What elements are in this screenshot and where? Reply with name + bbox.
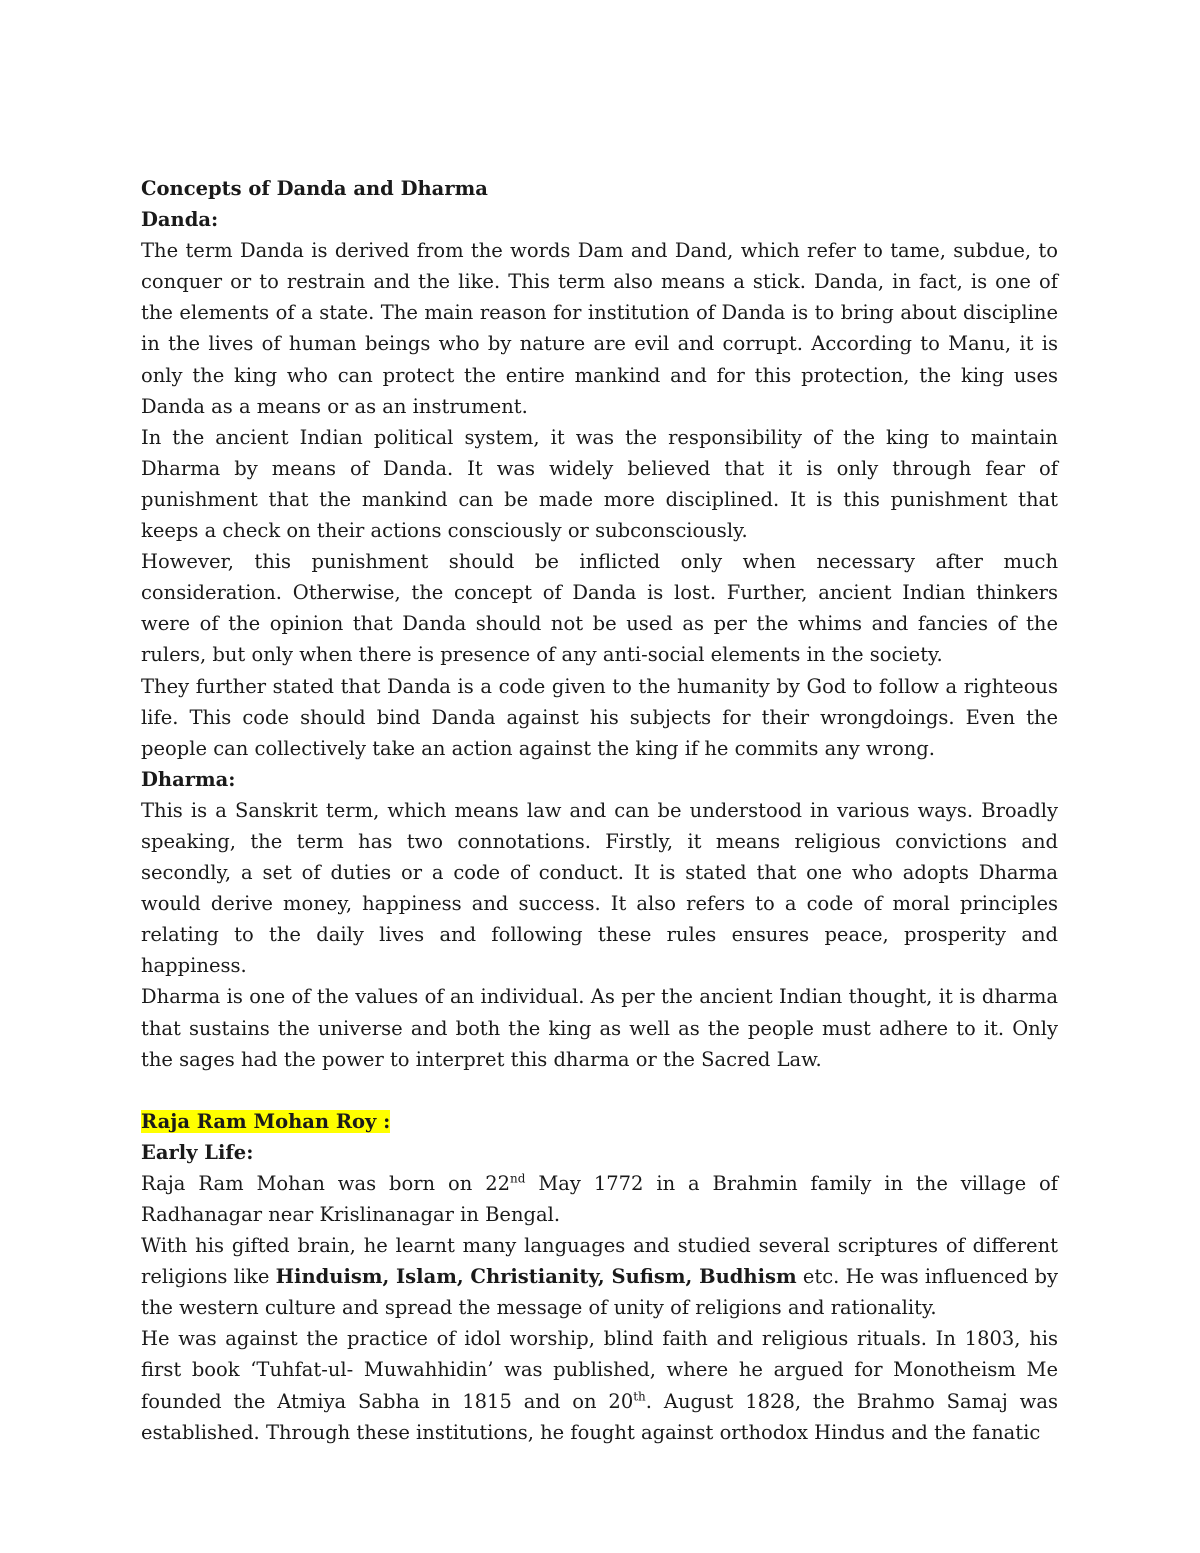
roy-paragraph-2 [141,1230,1058,1323]
danda-paragraph-1: The term Danda is derived from the words Dam and Dand, which refer to tame, subdue, to conquer or to restrain and the like. This term also means a stick. Danda, in fact, is one of the elements of a state. The main reason for institution of Danda is to bring about discipline in the lives of human beings who by nature are evil and corrupt. According to Manu, it is only the king who can protect the entire mankind and for this protection, the king uses Danda as a means or as an instrument. [141,239,1058,418]
roy-heading: Raja Ram Mohan Roy : [141,1109,391,1133]
dharma-paragraph-1: This is a Sanskrit term, which means law and can be understood in various ways. Broadly speaking, the term has two connotations. Firstly, it means religious convictions and secondly, a set of duties or a code of conduct. It is stated that one who adopts Dharma would derive money, happiness and success. It also refers to a code of moral principles relating to the daily lives and following these rules ensures peace, prosperity and happiness. [141,798,1058,978]
roy-p1-text-a: Raja Ram Mohan was born on 22 [141,1171,511,1195]
document-page [141,173,1058,1448]
roy-paragraph-3 [141,1323,1058,1447]
dharma-paragraph-2: Dharma is one of the values of an individual. As per the ancient Indian thought, it is dharma that sustains the universe and both the king as well as the people must adhere to it. Only the sages had the power to interpret this dharma or the Sacred Law. [141,985,1058,1071]
roy-heading-line [141,1106,1058,1137]
danda-paragraph-2: In the ancient Indian political system, it was the responsibility of the king to maintain Dharma by means of Danda. It was widely believed that it is only through fear of punishment that the mankind can be made more disciplined. It is this punishment that keeps a check on their actions consciously or subconsciously. [141,425,1058,543]
roy-p3-superscript: th [633,1389,646,1404]
early-life-heading: Early Life: [141,1140,254,1164]
roy-p1-superscript: nd [510,1171,526,1186]
roy-p2-religions: Hinduism, Islam, Christianity, Sufism, Budhism [275,1265,797,1289]
roy-p3-text-b: . August 1828, the Brahmo Samaj was established. Through these institutions, he fought against orthodox Hindus and the fanatic [141,1389,1059,1444]
dharma-heading: Dharma: [141,767,236,791]
roy-p3-text-a: He was against the practice of idol worship, blind faith and religious rituals. In 1803, his first book ‘Tuhfat-ul- Muwahhidin’ was published, where he argued for Monotheism Me founded the Atmiya Sabha in 1815 and on 20 [141,1327,1058,1413]
roy-p2-text-b: etc. He was influenced by the western culture and spread the message of unity of religions and rationality. [141,1265,1058,1320]
danda-heading: Danda: [141,208,219,232]
danda-paragraph-3: However, this punishment should be inflicted only when necessary after much consideration. Otherwise, the concept of Danda is lost. Further, ancient Indian thinkers were of the opinion that Danda should not be used as per the whims and fancies of the rulers, but only when there is presence of any anti-social elements in the society. [141,550,1058,667]
document-title: Concepts of Danda and Dharma [141,177,488,200]
roy-p2-text-a: With his gifted brain, he learnt many languages and studied several scriptures of different religions like [141,1234,1058,1289]
roy-p1-text-b: May 1772 in a Brahmin family in the village of Radhanagar near Krislinanagar in Bengal. [141,1171,1058,1226]
section-spacer [141,1075,1058,1106]
roy-paragraph-1 [141,1168,1058,1230]
danda-paragraph-4: They further stated that Danda is a code given to the humanity by God to follow a righteous life. This code should bind Danda against his subjects for their wrongdoings. Even the people can collectively take an action against the king if he commits any wrong. [141,674,1058,760]
